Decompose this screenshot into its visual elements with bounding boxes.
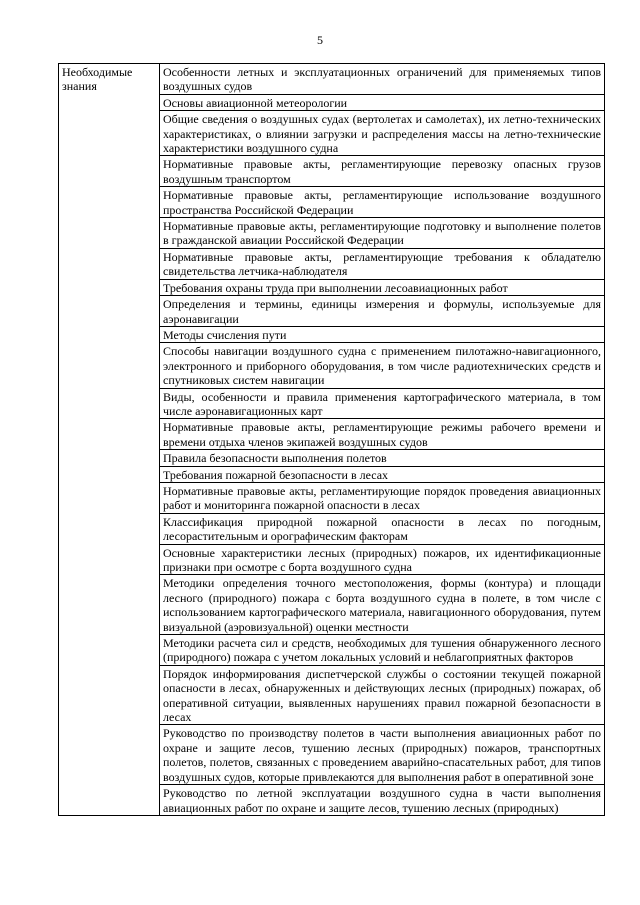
knowledge-item: Нормативные правовые акты, регламентирующие требования к обладателю свидетельства летчика-наблюдателя (160, 248, 605, 279)
knowledge-item: Правила безопасности выполнения полетов (160, 450, 605, 466)
table-row (59, 64, 605, 95)
knowledge-item: Определения и термины, единицы измерения и формулы, используемые для аэронавигации (160, 296, 605, 327)
knowledge-item: Методики определения точного местоположения, формы (контура) и площади лесного (природного) пожара с борта воздушного судна в полете, в том числе с использованием картографического материала, навигационного оборудования, путем визуальной (аэровизуальной) оценки местности (160, 575, 605, 635)
knowledge-item: Руководство по летной эксплуатации воздушного судна в части выполнения авиационных работ по охране и защите лесов, тушению лесных (природных) (160, 785, 605, 816)
knowledge-item: Виды, особенности и правила применения картографического материала, в том числе аэронавигационных карт (160, 388, 605, 419)
knowledge-item: Методики расчета сил и средств, необходимых для тушения обнаруженного лесного (природного) пожара с учетом локальных условий и неблагоприятных факторов (160, 635, 605, 666)
page-number: 5 (317, 33, 323, 47)
knowledge-item: Требования охраны труда при выполнении лесоавиационных работ (160, 279, 605, 295)
knowledge-item: Методы счисления пути (160, 326, 605, 342)
knowledge-item: Руководство по производству полетов в части выполнения авиационных работ по охране и защите лесов, тушению лесных (природных) пожаров, транспортных полетов, полетов, связанных с проведением аварийно-спасательных работ, для типов воздушных судов, которые привлекаются для выполнения работ в оперативной зоне (160, 725, 605, 785)
knowledge-item: Основные характеристики лесных (природных) пожаров, их идентификационные признаки при осмотре с борта воздушного судна (160, 544, 605, 575)
knowledge-item: Классификация природной пожарной опасности в лесах по погодным, лесорастительным и орографическим факторам (160, 513, 605, 544)
knowledge-item: Нормативные правовые акты, регламентирующие режимы рабочего времени и времени отдыха членов экипажей воздушных судов (160, 419, 605, 450)
knowledge-item: Основы авиационной метеорологии (160, 94, 605, 110)
knowledge-item: Порядок информирования диспетчерской службы о состоянии текущей пожарной опасности в лесах, обнаруженных и действующих лесных (природных) пожарах, об оперативной ситуации, выявленных нарушениях правил пожарной безопасности в лесах (160, 665, 605, 725)
knowledge-item: Общие сведения о воздушных судах (вертолетах и самолетах), их летно-технических характеристиках, о влиянии загрузки и распределения массы на летно-технические характеристики воздушного судна (160, 111, 605, 156)
table-body (59, 64, 605, 816)
section-label: Необходимые знания (59, 64, 160, 816)
knowledge-item: Требования пожарной безопасности в лесах (160, 466, 605, 482)
knowledge-item: Нормативные правовые акты, регламентирующие подготовку и выполнение полетов в гражданской авиации Российской Федерации (160, 218, 605, 249)
knowledge-item: Способы навигации воздушного судна с применением пилотажно-навигационного, электронного и приборного оборудования, в том числе радиотехнических средств и спутниковых систем навигации (160, 343, 605, 388)
knowledge-item: Нормативные правовые акты, регламентирующие использование воздушного пространства Российской Федерации (160, 187, 605, 218)
knowledge-table (58, 63, 605, 816)
knowledge-item: Особенности летных и эксплуатационных ограничений для применяемых типов воздушных судов (160, 64, 605, 95)
knowledge-item: Нормативные правовые акты, регламентирующие перевозку опасных грузов воздушным транспортом (160, 156, 605, 187)
knowledge-item: Нормативные правовые акты, регламентирующие порядок проведения авиационных работ и мониторинга пожарной опасности в лесах (160, 482, 605, 513)
